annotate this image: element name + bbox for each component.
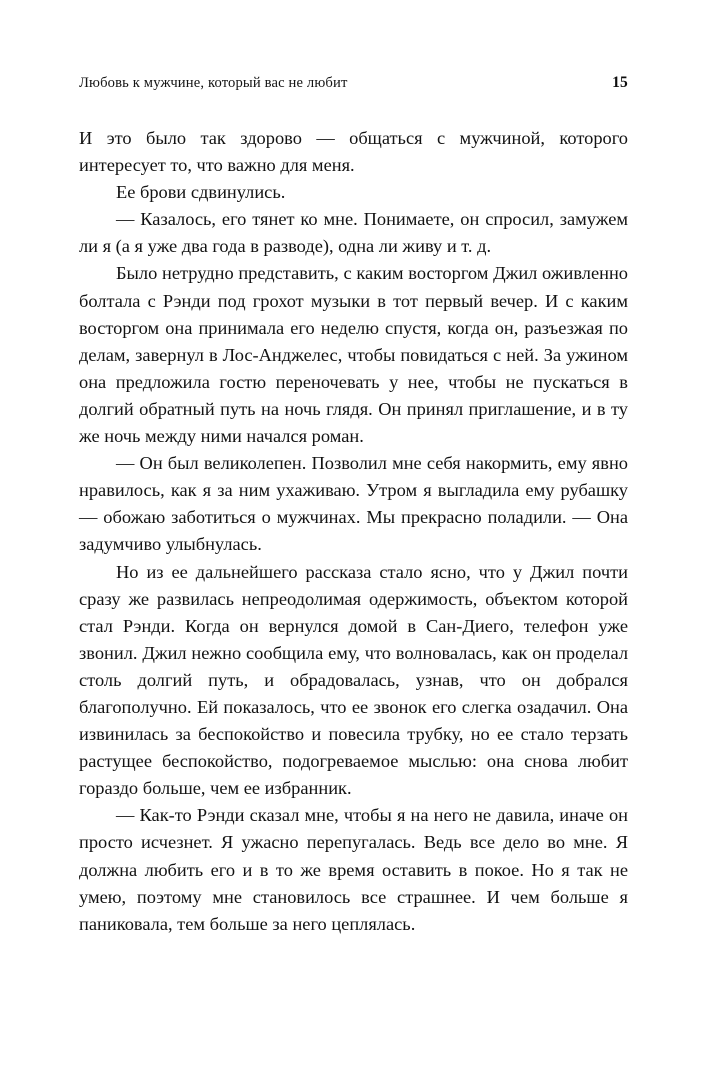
paragraph: Но из ее дальнейшего рассказа стало ясно, что у Джил почти сразу же развилась непреодолимая одержимость, объектом которой стал Рэнди. Когда он вернулся домой в Сан-Диего, телефон уже звонил. Джил нежно сообщила ему, что волновалась, как он проделал столь долгий путь, и обрадовалась, узнав, что он добрался благополучно. Ей показалось, что ее звонок его слегка озадачил. Она извинилась за беспокойство и повесила трубку, но ее стало терзать растущее беспокойство, подогреваемое мыслью: она снова любит гораздо больше, чем ее избранник. (79, 561, 628, 799)
page-number: 15 (612, 74, 628, 91)
running-head (79, 74, 628, 92)
paragraph: Было нетрудно представить, с каким восторгом Джил оживленно болтала с Рэнди под грохот музыки в тот первый вечер. И с каким восторгом она принимала его неделю спустя, когда он, разъезжая по делам, завернул в Лос-Анджелес, чтобы повидаться с ней. За ужином она предложила гостю переночевать у нее, чтобы не пускаться в долгий обратный путь на ночь глядя. Он принял приглашение, и в ту же ночь между ними начался роман. (79, 263, 628, 447)
paragraph: — Он был великолепен. Позволил мне себя накормить, ему явно нравилось, как я за ним ухаживаю. Утром я выгладила ему рубашку — обожаю заботиться о мужчинах. Мы прекрасно поладили. — Она задумчиво улыбнулась. (79, 453, 628, 555)
paragraph: — Как-то Рэнди сказал мне, чтобы я на него не давила, иначе он просто исчезнет. Я ужасно перепугалась. Ведь все дело во мне. Я должна любить его и в то же время оставить в покое. Но я так не умею, поэтому мне становилось все страшнее. И чем больше я паниковала, тем больше за него цеплялась. (79, 805, 628, 934)
body-text-block (79, 125, 628, 938)
paragraph: И это было так здорово — общаться с мужчиной, которого интересует то, что важно для меня. (79, 128, 628, 176)
running-head-title: Любовь к мужчине, который вас не любит (79, 75, 348, 91)
paragraph: Ее брови сдвинулись. (116, 182, 286, 203)
paragraph: — Казалось, его тянет ко мне. Понимаете, он спросил, замужем ли я (а я уже два года в разводе), одна ли живу и т. д. (79, 209, 628, 257)
